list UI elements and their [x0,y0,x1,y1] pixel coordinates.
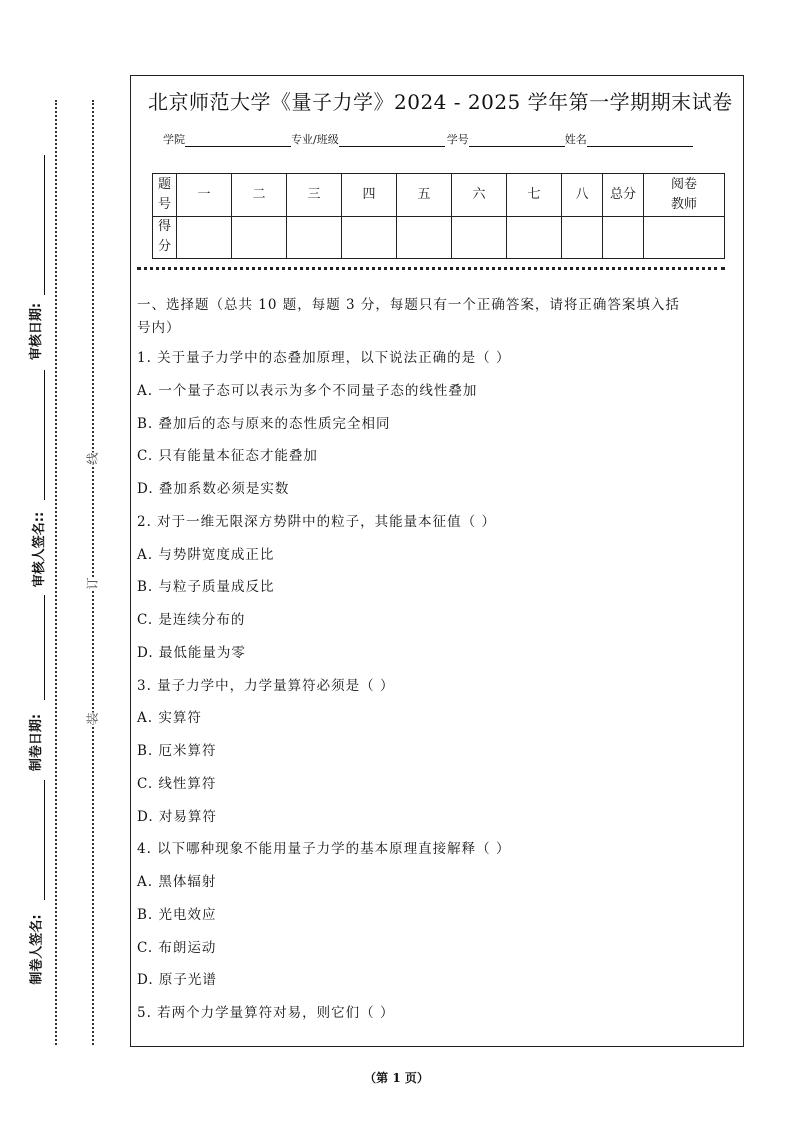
question-stem: 4. 以下哪种现象不能用量子力学的基本原理直接解释（ ） [137,841,511,858]
answer-option: D. 叠加系数必须是实数 [137,481,290,497]
col-header: 七 [507,174,562,217]
answer-option: B. 厄米算符 [137,743,217,759]
answer-option: D. 原子光谱 [137,972,217,989]
score-cell[interactable] [562,216,603,259]
prepare-date-label: 制卷日期: [29,713,45,772]
score-cell[interactable] [507,216,562,259]
student-info-row [163,131,693,147]
answer-option: C. 是连续分布的 [137,612,246,628]
answer-option: D. 最低能量为零 [137,644,246,661]
section-heading: 一、选择题（总共 10 题，每题 3 分，每题只有一个正确答案，请将正确答案填入括 [137,297,680,313]
score-cell[interactable] [232,216,287,259]
col-header: 三 [287,174,342,217]
grader-cell[interactable] [644,216,725,259]
binding-mark-staple: 订 [82,577,103,589]
col-header-total: 总分 [603,174,644,217]
answer-option: B. 叠加后的态与原来的态性质完全相同 [137,415,391,432]
answer-option: A. 实算符 [137,710,202,727]
college-field[interactable] [185,132,291,147]
row-header: 题号 [153,174,177,217]
name-label: 姓名 [564,133,587,146]
name-field[interactable] [587,132,693,147]
exam-title: 北京师范大学《量子力学》2024 - 2025 学年第一学期期末试卷 [148,90,733,114]
question-stem: 5. 若两个力学量算符对易，则它们（ ） [137,1005,395,1021]
answer-option: A. 与势阱宽度成正比 [137,546,275,563]
preparer-signature-label: 制卷人签名: [29,914,45,985]
col-header: 八 [562,174,603,217]
score-cell-total[interactable] [603,216,644,259]
answer-option: B. 与粒子质量成反比 [137,579,275,596]
question-stem: 1. 关于量子力学中的态叠加原理，以下说法正确的是（ ） [137,350,511,366]
score-cell[interactable] [287,216,342,259]
dotted-separator [137,267,725,270]
binding-mark-line: 线 [82,452,103,464]
answer-option: B. 光电效应 [137,906,217,923]
signature-line [44,155,45,295]
prepare-date-line[interactable] [44,780,45,900]
student-id-field[interactable] [469,132,565,147]
col-header: 二 [232,174,287,217]
answer-option: C. 线性算符 [137,775,217,792]
answer-option: A. 一个量子态可以表示为多个不同量子态的线性叠加 [137,382,478,399]
binding-dotted-line-inner [92,100,94,1045]
answer-option: C. 布朗运动 [137,939,217,956]
col-header: 五 [397,174,452,217]
col-header: 四 [342,174,397,217]
col-header-grader: 阅卷教师 [644,174,725,217]
reviewer-signature-label: 审核人签名:: [32,511,48,588]
score-cell[interactable] [452,216,507,259]
student-id-label: 学号 [446,133,469,146]
score-cell[interactable] [397,216,452,259]
question-stem: 2. 对于一维无限深方势阱中的粒子，其能量本征值（ ） [137,513,496,530]
review-date-label: 审核日期: [29,302,45,361]
score-table [152,173,725,259]
review-date-line[interactable] [44,370,45,500]
question-stem: 3. 量子力学中，力学量算符必须是（ ） [137,677,395,694]
section-heading-cont: 号内） [137,320,181,336]
answer-option: C. 只有能量本征态才能叠加 [137,448,318,465]
col-header: 一 [177,174,232,217]
answer-option: A. 黑体辐射 [137,874,217,890]
score-cell[interactable] [177,216,232,259]
binding-mark-bind: 装 [82,712,103,724]
col-header: 六 [452,174,507,217]
college-label: 学院 [163,133,185,146]
reviewer-signature-line[interactable] [44,595,45,700]
score-cell[interactable] [342,216,397,259]
page-number: （第 1 页） [364,1071,429,1085]
row-header: 得分 [153,216,177,259]
major-class-field[interactable] [339,132,445,147]
binding-dotted-line-outer [55,100,57,1045]
question-number-row [153,174,725,217]
major-class-label: 专业/班级 [291,133,339,146]
answer-option: D. 对易算符 [137,808,217,825]
score-row [153,216,725,259]
